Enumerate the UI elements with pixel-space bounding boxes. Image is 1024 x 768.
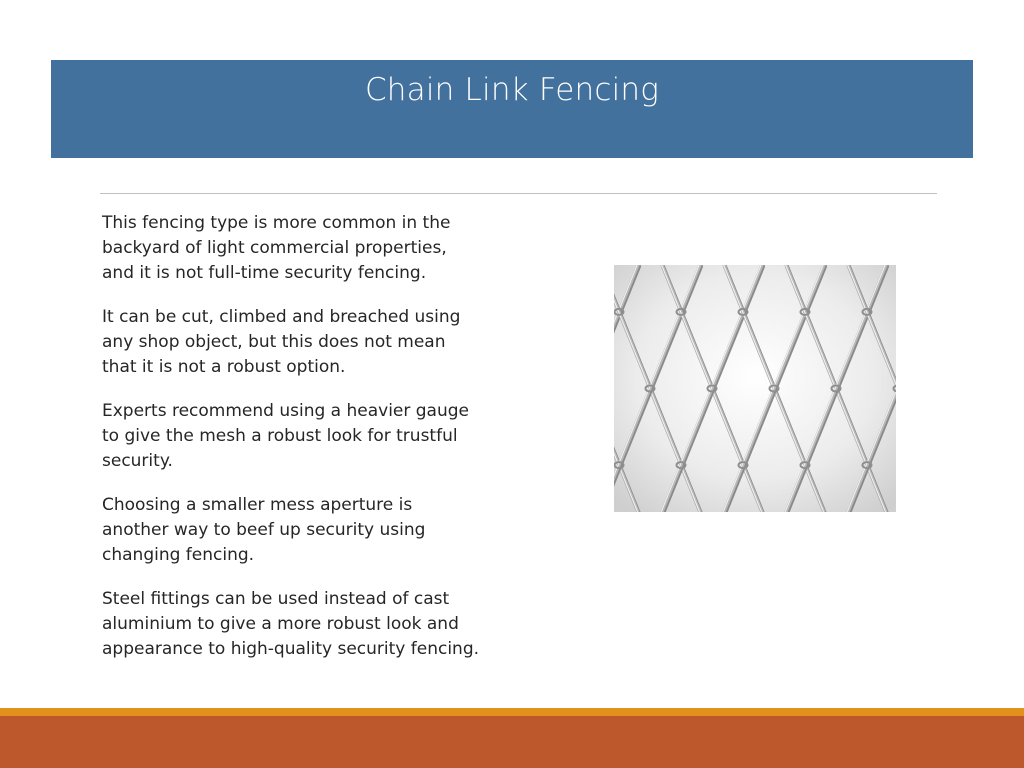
chain-link-fence-image: [614, 265, 896, 512]
body-text: [102, 211, 522, 681]
paragraph-4: Choosing a smaller mess aperture is another way to beef up security using changing fencing.: [102, 495, 426, 565]
divider-line: [100, 193, 937, 194]
paragraph-1: This fencing type is more common in the backyard of light commercial properties, and it is not full-time security fencing.: [102, 213, 451, 283]
footer-bar: [0, 716, 1024, 768]
paragraph-3: Experts recommend using a heavier gauge to give the mesh a robust look for trustful security.: [102, 401, 470, 471]
title-bar: [51, 60, 973, 158]
paragraph-2: It can be cut, climbed and breached using any shop object, but this does not mean that it is not a robust option.: [102, 307, 461, 377]
slide-title: Chain Link Fencing: [364, 72, 660, 108]
paragraph-5: Steel fittings can be used instead of cast aluminium to give a more robust look and appearance to high-quality security fencing.: [102, 589, 480, 659]
footer-accent-line: [0, 708, 1024, 716]
